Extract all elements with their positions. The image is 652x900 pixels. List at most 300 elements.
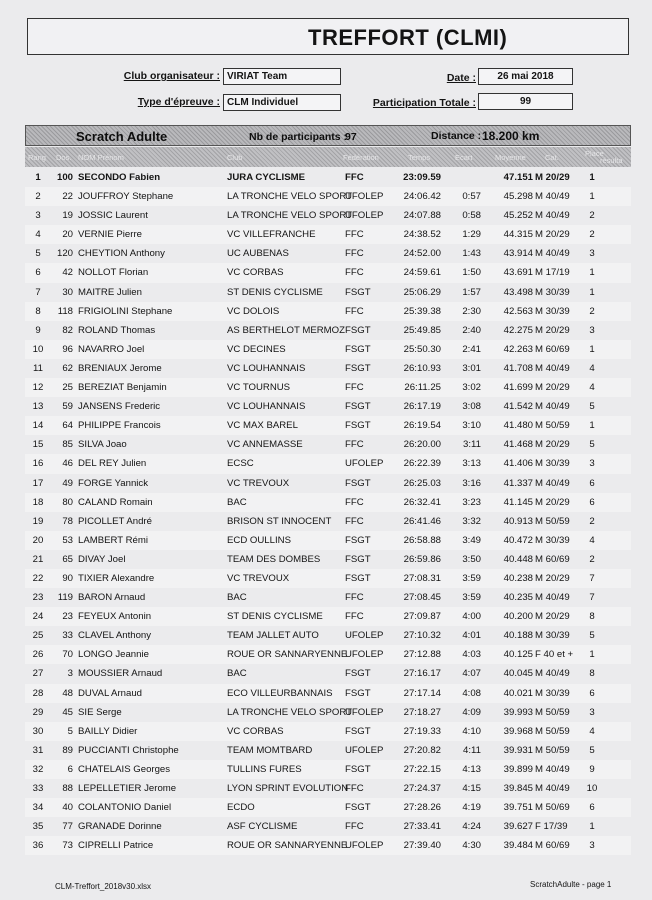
gap-cell: 3:08 bbox=[462, 401, 481, 413]
dossard-cell: 59 bbox=[62, 401, 73, 413]
table-row bbox=[25, 512, 631, 531]
footer-filename: CLM-Treffort_2018v30.xlsx bbox=[55, 882, 152, 891]
table-row bbox=[25, 474, 631, 493]
club-cell: TEAM JALLET AUTO bbox=[227, 630, 319, 642]
rank-cell: 24 bbox=[32, 611, 44, 623]
club-cell: ECO VILLEURBANNAIS bbox=[227, 687, 333, 699]
time-cell: 24:59.61 bbox=[403, 267, 441, 279]
table-row bbox=[25, 493, 631, 512]
title-box bbox=[27, 18, 629, 55]
header-federation: Fédération bbox=[343, 153, 379, 162]
category-rank-cell: 6 bbox=[589, 496, 595, 508]
dossard-cell: 23 bbox=[62, 611, 73, 623]
table-row bbox=[25, 684, 631, 703]
category-cell: M 40/49 bbox=[535, 191, 570, 203]
table-row bbox=[25, 416, 631, 435]
club-cell: ROUE OR SANNARYENNE bbox=[227, 649, 348, 661]
table-row bbox=[25, 531, 631, 550]
federation-cell: FSGT bbox=[345, 477, 371, 489]
category-cell: M 40/49 bbox=[535, 783, 570, 794]
category-cell: M 50/59 bbox=[535, 744, 570, 756]
rank-cell: 26 bbox=[32, 649, 44, 661]
results-table bbox=[25, 168, 631, 855]
rank-cell: 16 bbox=[32, 458, 44, 470]
category-rank-cell: 8 bbox=[589, 611, 595, 623]
section-header bbox=[25, 125, 631, 146]
name-cell: GRANADE Dorinne bbox=[78, 821, 162, 833]
time-cell: 26:58.88 bbox=[403, 534, 441, 546]
time-cell: 26:19.54 bbox=[403, 420, 441, 432]
category-cell: M 40/49 bbox=[535, 248, 570, 260]
time-cell: 27:12.88 bbox=[403, 649, 441, 661]
table-row bbox=[25, 588, 631, 607]
time-cell: 26:10.93 bbox=[403, 362, 441, 374]
club-cell: ASF CYCLISME bbox=[227, 821, 298, 833]
federation-cell: FFC bbox=[345, 592, 364, 604]
name-cell: TIXIER Alexandre bbox=[78, 572, 155, 584]
federation-cell: FSGT bbox=[345, 668, 371, 680]
type-value: CLM Individuel bbox=[223, 94, 341, 111]
rank-cell: 7 bbox=[35, 286, 41, 298]
category-rank-cell: 6 bbox=[589, 477, 595, 489]
club-cell: LA TRONCHE VELO SPORT bbox=[227, 706, 352, 718]
name-cell: DUVAL Arnaud bbox=[78, 687, 142, 699]
dossard-cell: 6 bbox=[67, 763, 73, 775]
dossard-cell: 53 bbox=[62, 534, 73, 546]
speed-cell: 40.021 bbox=[503, 687, 533, 699]
category-rank-cell: 10 bbox=[586, 783, 598, 794]
speed-cell: 40.125 bbox=[503, 649, 533, 661]
dossard-cell: 90 bbox=[62, 572, 73, 584]
gap-cell: 4:00 bbox=[462, 611, 481, 623]
category-cell: M 20/29 bbox=[535, 572, 570, 584]
gap-cell: 2:40 bbox=[462, 324, 481, 336]
rank-cell: 15 bbox=[32, 439, 44, 451]
club-cell: BAC bbox=[227, 496, 247, 508]
federation-cell: FFC bbox=[345, 172, 364, 183]
name-cell: MAITRE Julien bbox=[78, 286, 142, 298]
table-row bbox=[25, 703, 631, 722]
table-row bbox=[25, 569, 631, 588]
speed-cell: 40.238 bbox=[503, 572, 533, 584]
federation-cell: FFC bbox=[345, 382, 364, 394]
category-rank-cell: 7 bbox=[589, 572, 595, 584]
category-rank-cell: 2 bbox=[589, 515, 595, 527]
speed-cell: 47.151 bbox=[503, 172, 533, 183]
name-cell: CALAND Romain bbox=[78, 496, 153, 508]
rank-cell: 10 bbox=[32, 343, 44, 355]
federation-cell: FSGT bbox=[345, 420, 371, 432]
table-row bbox=[25, 340, 631, 359]
category-cell: M 60/69 bbox=[535, 553, 570, 565]
rank-cell: 18 bbox=[32, 496, 44, 508]
category-rank-cell: 1 bbox=[589, 267, 595, 279]
time-cell: 26:11.25 bbox=[404, 382, 441, 394]
date-label: Date : bbox=[446, 72, 476, 84]
type-label: Type d'épreuve : bbox=[137, 96, 220, 108]
dossard-cell: 33 bbox=[62, 630, 73, 642]
gap-cell: 2:41 bbox=[462, 343, 481, 355]
speed-cell: 42.275 bbox=[503, 324, 533, 336]
federation-cell: FSGT bbox=[345, 286, 371, 298]
dossard-cell: 100 bbox=[56, 172, 73, 183]
rank-cell: 11 bbox=[33, 362, 43, 374]
time-cell: 27:28.26 bbox=[403, 802, 441, 814]
category-rank-cell: 2 bbox=[589, 553, 595, 565]
header-nom: NOM Prénom bbox=[78, 153, 124, 162]
table-row bbox=[25, 244, 631, 263]
page-title: TREFFORT (CLMI) bbox=[308, 25, 508, 50]
name-cell: COLANTONIO Daniel bbox=[78, 802, 172, 814]
category-rank-cell: 6 bbox=[589, 687, 595, 699]
name-cell: FORGE Yannick bbox=[78, 477, 149, 489]
rank-cell: 13 bbox=[32, 401, 44, 413]
table-row bbox=[25, 263, 631, 282]
speed-cell: 41.708 bbox=[503, 362, 533, 374]
time-cell: 24:06.42 bbox=[403, 191, 441, 203]
rank-cell: 22 bbox=[32, 572, 44, 584]
dossard-cell: 96 bbox=[62, 343, 73, 355]
header-place-cat: Place bbox=[585, 149, 604, 158]
category-rank-cell: 4 bbox=[589, 534, 595, 546]
category-cell: M 50/59 bbox=[535, 725, 570, 737]
category-rank-cell: 4 bbox=[589, 382, 595, 394]
dossard-cell: 70 bbox=[62, 649, 73, 661]
name-cell: SECONDO Fabien bbox=[78, 172, 161, 183]
category-rank-cell: 5 bbox=[589, 630, 595, 642]
club-cell: ST DENIS CYCLISME bbox=[227, 286, 323, 298]
time-cell: 27:39.40 bbox=[403, 840, 441, 852]
federation-cell: UFOLEP bbox=[345, 191, 384, 203]
gap-cell: 3:23 bbox=[462, 496, 481, 508]
time-cell: 27:08.45 bbox=[403, 592, 441, 604]
dossard-cell: 88 bbox=[62, 783, 73, 794]
category-cell: M 20/29 bbox=[535, 496, 570, 508]
club-cell: BRISON ST INNOCENT bbox=[227, 515, 332, 527]
rank-cell: 3 bbox=[35, 210, 41, 222]
gap-cell: 4:03 bbox=[462, 649, 481, 661]
federation-cell: FSGT bbox=[345, 553, 371, 565]
name-cell: BRENIAUX Jerome bbox=[78, 362, 162, 374]
speed-cell: 39.627 bbox=[503, 821, 533, 833]
speed-cell: 40.045 bbox=[503, 668, 533, 680]
category-cell: M 40/49 bbox=[535, 401, 570, 413]
dossard-cell: 49 bbox=[62, 477, 73, 489]
date-value: 26 mai 2018 bbox=[478, 68, 573, 85]
time-cell: 27:33.41 bbox=[403, 821, 441, 833]
category-cell: M 17/19 bbox=[535, 267, 570, 279]
dossard-cell: 22 bbox=[62, 191, 73, 203]
footer-page: ScratchAdulte - page 1 bbox=[530, 880, 612, 889]
table-row bbox=[25, 302, 631, 321]
dossard-cell: 40 bbox=[62, 802, 73, 814]
table-row bbox=[25, 741, 631, 760]
participants-value: 97 bbox=[345, 131, 357, 143]
category-rank-cell: 4 bbox=[589, 725, 595, 737]
club-value: VIRIAT Team bbox=[223, 68, 341, 85]
federation-cell: FSGT bbox=[345, 362, 371, 374]
category-rank-cell: 3 bbox=[589, 840, 595, 852]
federation-cell: FSGT bbox=[345, 343, 371, 355]
gap-cell: 4:24 bbox=[462, 821, 481, 833]
category-cell: M 40/49 bbox=[535, 362, 570, 374]
speed-cell: 41.480 bbox=[503, 420, 533, 432]
time-cell: 27:17.14 bbox=[403, 687, 441, 699]
name-cell: LONGO Jeannie bbox=[78, 649, 149, 661]
rank-cell: 12 bbox=[32, 382, 44, 394]
time-cell: 27:08.31 bbox=[403, 572, 441, 584]
table-row bbox=[25, 722, 631, 741]
speed-cell: 43.498 bbox=[503, 286, 533, 298]
speed-cell: 43.691 bbox=[503, 267, 533, 279]
club-cell: BAC bbox=[227, 592, 247, 604]
name-cell: JOSSIC Laurent bbox=[78, 210, 148, 222]
gap-cell: 4:30 bbox=[462, 840, 481, 852]
category-rank-cell: 1 bbox=[589, 343, 595, 355]
speed-cell: 40.913 bbox=[503, 515, 533, 527]
dossard-cell: 120 bbox=[56, 248, 73, 260]
category-rank-cell: 6 bbox=[589, 802, 595, 814]
gap-cell: 3:13 bbox=[462, 458, 481, 470]
federation-cell: FSGT bbox=[345, 725, 371, 737]
category-cell: F 40 et + bbox=[535, 649, 574, 661]
name-cell: PUCCIANTI Christophe bbox=[78, 744, 179, 756]
header-dos: Dos. bbox=[56, 153, 72, 162]
club-cell: VC TREVOUX bbox=[227, 572, 290, 584]
participation-label: Participation Totale : bbox=[372, 97, 476, 109]
rank-cell: 21 bbox=[32, 553, 44, 565]
speed-cell: 44.315 bbox=[503, 229, 533, 241]
gap-cell: 3:02 bbox=[462, 382, 481, 394]
gap-cell: 4:15 bbox=[462, 783, 481, 794]
dossard-cell: 5 bbox=[67, 725, 73, 737]
rank-cell: 33 bbox=[32, 783, 44, 794]
rank-cell: 4 bbox=[35, 229, 41, 241]
table-row bbox=[25, 397, 631, 416]
table-row bbox=[25, 321, 631, 340]
category-rank-cell: 2 bbox=[589, 305, 595, 317]
time-cell: 26:41.46 bbox=[403, 515, 441, 527]
header-cat: Cat. bbox=[545, 153, 559, 162]
dossard-cell: 73 bbox=[62, 840, 73, 852]
category-cell: M 20/29 bbox=[535, 382, 570, 394]
category-rank-cell: 2 bbox=[589, 210, 595, 222]
speed-cell: 39.968 bbox=[503, 725, 533, 737]
category-rank-cell: 1 bbox=[589, 649, 595, 661]
rank-cell: 25 bbox=[32, 630, 44, 642]
rank-cell: 1 bbox=[35, 172, 41, 183]
gap-cell: 1:57 bbox=[462, 286, 481, 298]
name-cell: PHILIPPE Francois bbox=[78, 420, 161, 432]
dossard-cell: 3 bbox=[67, 668, 73, 680]
category-rank-cell: 3 bbox=[589, 706, 595, 718]
gap-cell: 3:10 bbox=[462, 420, 481, 432]
gap-cell: 3:59 bbox=[462, 572, 481, 584]
club-cell: ECSC bbox=[227, 458, 254, 470]
time-cell: 24:38.52 bbox=[403, 229, 441, 241]
dossard-cell: 85 bbox=[62, 439, 73, 451]
speed-cell: 39.845 bbox=[503, 783, 533, 794]
rank-cell: 30 bbox=[32, 725, 44, 737]
participation-value: 99 bbox=[478, 93, 573, 110]
time-cell: 27:19.33 bbox=[403, 725, 441, 737]
gap-cell: 4:07 bbox=[462, 668, 481, 680]
rank-cell: 17 bbox=[32, 477, 44, 489]
federation-cell: FFC bbox=[345, 267, 364, 279]
category-rank-cell: 1 bbox=[589, 420, 595, 432]
rank-cell: 28 bbox=[32, 687, 44, 699]
dossard-cell: 65 bbox=[62, 553, 73, 565]
time-cell: 26:59.86 bbox=[403, 553, 441, 565]
club-cell: TULLINS FURES bbox=[227, 763, 302, 775]
table-row bbox=[25, 607, 631, 626]
category-cell: M 40/49 bbox=[535, 210, 570, 222]
category-rank-cell: 8 bbox=[589, 668, 595, 680]
federation-cell: FFC bbox=[345, 496, 364, 508]
speed-cell: 39.931 bbox=[503, 744, 533, 756]
club-cell: LA TRONCHE VELO SPORT bbox=[227, 210, 352, 222]
rank-cell: 6 bbox=[35, 267, 41, 279]
federation-cell: FFC bbox=[345, 821, 364, 833]
dossard-cell: 77 bbox=[62, 821, 73, 833]
table-row bbox=[25, 760, 631, 779]
participants-label: Nb de participants : bbox=[249, 131, 348, 143]
rank-cell: 8 bbox=[35, 305, 41, 317]
speed-cell: 41.337 bbox=[503, 477, 533, 489]
rank-cell: 27 bbox=[32, 668, 44, 680]
club-cell: VC MAX BAREL bbox=[227, 420, 298, 432]
federation-cell: UFOLEP bbox=[345, 630, 384, 642]
name-cell: FRIGIOLINI Stephane bbox=[78, 305, 173, 317]
table-row bbox=[25, 664, 631, 683]
table-row bbox=[25, 378, 631, 397]
name-cell: JANSENS Frederic bbox=[78, 401, 161, 413]
name-cell: LAMBERT Rémi bbox=[78, 534, 149, 546]
rank-cell: 35 bbox=[32, 821, 44, 833]
club-cell: JURA CYCLISME bbox=[227, 172, 306, 183]
category-cell: M 40/49 bbox=[535, 668, 570, 680]
name-cell: BEREZIAT Benjamin bbox=[78, 382, 167, 394]
table-row bbox=[25, 168, 631, 187]
speed-cell: 45.252 bbox=[503, 210, 533, 222]
table-row bbox=[25, 836, 631, 855]
speed-cell: 45.298 bbox=[503, 191, 533, 203]
club-cell: VC DECINES bbox=[227, 343, 286, 355]
speed-cell: 39.993 bbox=[503, 706, 533, 718]
table-row bbox=[25, 817, 631, 836]
club-label: Club organisateur : bbox=[123, 70, 220, 82]
name-cell: DEL REY Julien bbox=[78, 458, 147, 470]
speed-cell: 40.235 bbox=[503, 592, 533, 604]
club-cell: VC TREVOUX bbox=[227, 477, 290, 489]
category-cell: M 30/39 bbox=[535, 458, 570, 470]
gap-cell: 4:11 bbox=[463, 744, 481, 756]
category-cell: M 30/39 bbox=[535, 286, 570, 298]
dossard-cell: 119 bbox=[57, 592, 73, 604]
club-cell: VC TOURNUS bbox=[227, 382, 291, 394]
dossard-cell: 82 bbox=[62, 324, 73, 336]
federation-cell: UFOLEP bbox=[345, 649, 384, 661]
federation-cell: UFOLEP bbox=[345, 840, 384, 852]
federation-cell: FFC bbox=[345, 611, 364, 623]
speed-cell: 41.699 bbox=[503, 382, 533, 394]
speed-cell: 41.145 bbox=[503, 496, 533, 508]
category-rank-cell: 3 bbox=[589, 458, 595, 470]
category-cell: F 17/39 bbox=[535, 821, 568, 833]
time-cell: 26:20.00 bbox=[403, 439, 441, 451]
name-cell: NOLLOT Florian bbox=[78, 267, 149, 279]
header-club: Club bbox=[227, 153, 243, 162]
header-rang: Rang bbox=[28, 153, 46, 162]
rank-cell: 20 bbox=[32, 534, 44, 546]
rank-cell: 23 bbox=[32, 592, 44, 604]
federation-cell: FFC bbox=[345, 305, 364, 317]
rank-cell: 14 bbox=[32, 420, 44, 432]
name-cell: MOUSSIER Arnaud bbox=[78, 668, 163, 680]
table-row bbox=[25, 435, 631, 454]
category-cell: M 20/29 bbox=[535, 324, 570, 336]
category-cell: M 20/29 bbox=[535, 229, 570, 241]
dossard-cell: 45 bbox=[62, 706, 73, 718]
table-row bbox=[25, 779, 631, 798]
rank-cell: 29 bbox=[32, 706, 44, 718]
time-cell: 27:24.37 bbox=[403, 783, 441, 794]
gap-cell: 4:10 bbox=[462, 725, 481, 737]
speed-cell: 40.188 bbox=[503, 630, 533, 642]
dossard-cell: 42 bbox=[62, 267, 73, 279]
table-row bbox=[25, 283, 631, 302]
gap-cell: 3:16 bbox=[462, 477, 481, 489]
category-cell: M 50/59 bbox=[535, 420, 570, 432]
table-row bbox=[25, 359, 631, 378]
name-cell: BAILLY Didier bbox=[78, 725, 138, 737]
distance-label: Distance : bbox=[431, 130, 482, 142]
dossard-cell: 19 bbox=[62, 210, 73, 222]
club-cell: VC ANNEMASSE bbox=[227, 439, 303, 451]
category-rank-cell: 5 bbox=[589, 439, 595, 451]
name-cell: LEPELLETIER Jerome bbox=[78, 783, 177, 794]
club-cell: TEAM MOMTBARD bbox=[227, 744, 313, 756]
federation-cell: UFOLEP bbox=[345, 744, 384, 756]
name-cell: CHEYTION Anthony bbox=[78, 248, 165, 260]
federation-cell: FSGT bbox=[345, 572, 371, 584]
category-rank-cell: 9 bbox=[589, 763, 595, 775]
time-cell: 24:07.88 bbox=[403, 210, 441, 222]
dossard-cell: 46 bbox=[62, 458, 73, 470]
table-row bbox=[25, 225, 631, 244]
table-header bbox=[25, 147, 631, 167]
club-cell: LA TRONCHE VELO SPORT bbox=[227, 191, 352, 203]
rank-cell: 34 bbox=[32, 802, 44, 814]
table-row bbox=[25, 454, 631, 473]
speed-cell: 39.899 bbox=[503, 763, 533, 775]
gap-cell: 3:01 bbox=[462, 362, 481, 374]
club-cell: VC LOUHANNAIS bbox=[227, 401, 306, 413]
dossard-cell: 25 bbox=[62, 382, 73, 394]
category-cell: M 50/69 bbox=[535, 802, 570, 814]
time-cell: 27:22.15 bbox=[403, 763, 441, 775]
federation-cell: UFOLEP bbox=[345, 458, 384, 470]
category-cell: M 20/29 bbox=[535, 439, 570, 451]
dossard-cell: 20 bbox=[62, 229, 73, 241]
federation-cell: FFC bbox=[345, 439, 364, 451]
category-cell: M 30/39 bbox=[535, 630, 570, 642]
federation-cell: UFOLEP bbox=[345, 210, 384, 222]
dossard-cell: 118 bbox=[57, 305, 73, 317]
federation-cell: FSGT bbox=[345, 802, 371, 814]
category-rank-cell: 3 bbox=[589, 324, 595, 336]
time-cell: 27:16.17 bbox=[403, 668, 441, 680]
